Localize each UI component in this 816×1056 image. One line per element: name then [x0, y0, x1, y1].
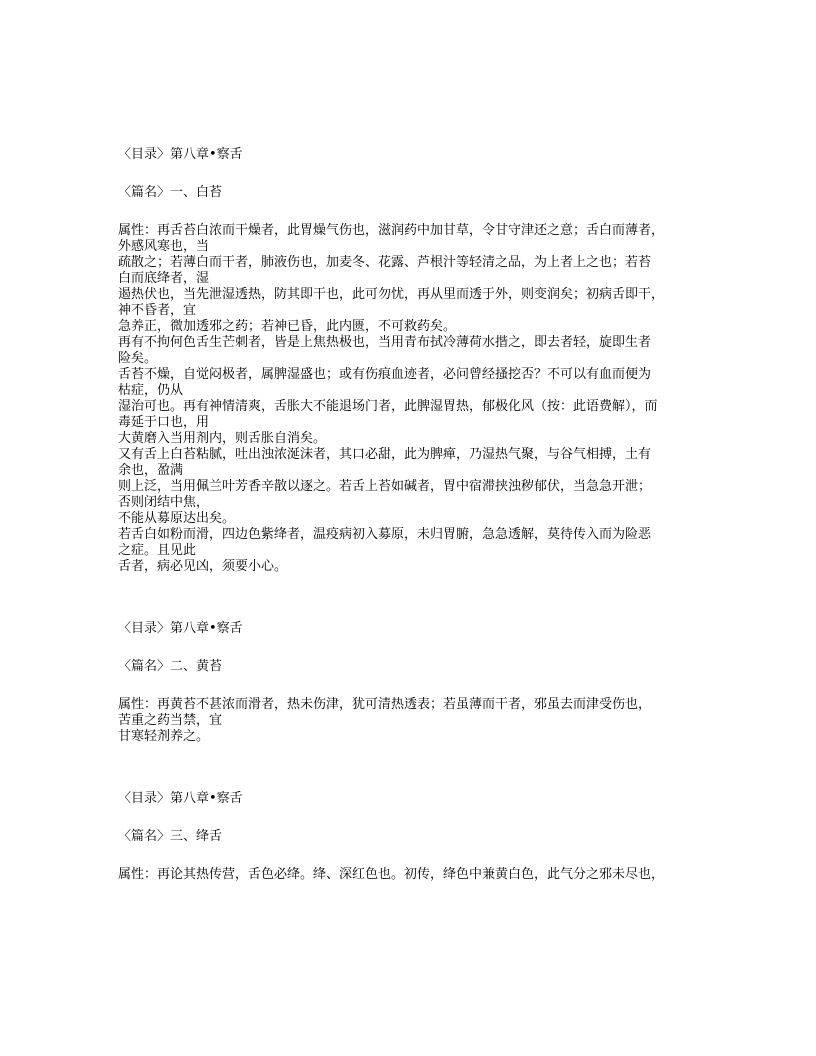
body-line: 则上泛，当用佩兰叶芳香辛散以逐之。若舌上苔如碱者，胃中宿滞挟浊秽郁伏，当急急开泄；: [118, 479, 652, 494]
body-line: 属性：再黄苔不甚浓而滑者，热未伤津，犹可清热透表；若虽薄而干者，邪虽去而津受伤也，: [118, 697, 652, 712]
section-crimson-tongue: [118, 791, 714, 883]
body-line: 大黄磨入当用剂内，则舌胀自消矣。: [118, 431, 327, 446]
body-line: 又有舌上白苔粘腻，吐出浊浓涎沫者，其口必甜，此为脾瘅，乃湿热气聚，与谷气相搏，土有: [118, 447, 652, 462]
body-line: 外感风寒也，当: [118, 239, 210, 254]
body-line: 苦重之药当禁，宜: [118, 713, 223, 728]
toc-heading: 〈目录〉第八章•察舌: [118, 621, 243, 636]
document-page: [118, 147, 714, 883]
section-title: 〈篇名〉二、黄苔: [118, 659, 223, 674]
section-title: 〈篇名〉三、绛舌: [118, 829, 223, 844]
body-line: 若舌白如粉而滑，四边色紫绛者，温疫病初入募原，未归胃腑，急急透解，莫待传入而为险恶: [118, 527, 652, 542]
section-body: [118, 697, 714, 745]
body-line: 枯症，仍从: [118, 383, 184, 398]
body-line: 属性：再论其热传营，舌色必绛。绛、深红色也。初传，绛色中兼黄白色，此气分之邪未尽也，: [118, 867, 665, 882]
body-line: 再有不拘何色舌生芒刺者，皆是上焦热极也，当用青布拭冷薄荷水揩之，即去者轻，旋即生者: [118, 335, 652, 350]
body-line: 湿治可也。再有神情清爽，舌胀大不能退场门者，此脾湿胃热，郁极化风（按：此语费解），而: [118, 399, 658, 414]
body-line: 舌者，病必见凶，须要小心。: [118, 559, 288, 574]
section-white-coating: [118, 147, 714, 575]
body-line: 毒延于口也，用: [118, 415, 210, 430]
section-body: [118, 867, 714, 883]
body-line: 舌苔不燥，自觉闷极者，属脾湿盛也；或有伤痕血迹者，必问曾经搔挖否？不可以有血而便为: [118, 367, 652, 382]
body-line: 白而底绛者，湿: [118, 271, 210, 286]
section-title: 〈篇名〉一、白苔: [118, 185, 223, 200]
body-line: 不能从募原达出矣。: [118, 511, 236, 526]
body-line: 甘寒轻剂养之。: [118, 729, 210, 744]
section-body: [118, 223, 714, 575]
body-line: 否则闭结中焦，: [118, 495, 210, 510]
toc-heading: 〈目录〉第八章•察舌: [118, 147, 243, 162]
toc-heading: 〈目录〉第八章•察舌: [118, 791, 243, 806]
body-line: 急养正，微加透邪之药；若神已昏，此内匮，不可救药矣。: [118, 319, 457, 334]
body-line: 属性：再舌苔白浓而干燥者，此胃燥气伤也，滋润药中加甘草，令甘守津还之意；舌白而薄者，: [118, 223, 665, 238]
body-line: 疏散之；若薄白而干者，肺液伤也，加麦冬、花露、芦根汁等轻清之品，为上者上之也；若苔: [118, 255, 652, 270]
body-line: 神不昏者，宜: [118, 303, 197, 318]
body-line: 之症。且见此: [118, 543, 197, 558]
body-line: 余也，盈满: [118, 463, 184, 478]
section-yellow-coating: [118, 621, 714, 745]
body-line: 遏热伏也，当先泄湿透热，防其即干也，此可勿忧，再从里而透于外，则变润矣；初病舌即干，: [118, 287, 665, 302]
body-line: 险矣。: [118, 351, 158, 366]
